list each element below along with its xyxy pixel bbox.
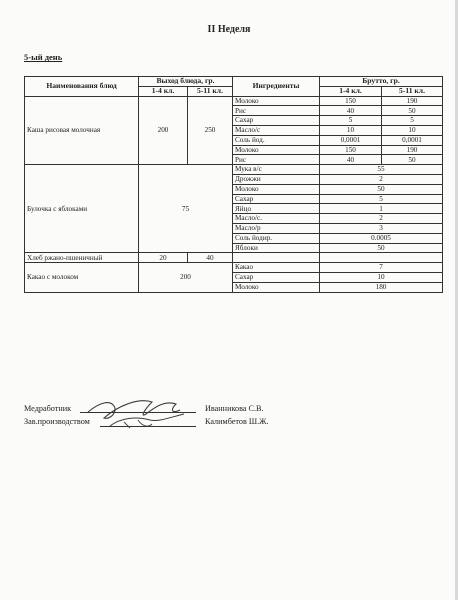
gross-1-4: 0,0001 (320, 135, 382, 145)
gross-1-4: 40 (320, 155, 382, 165)
ingredient-name: Мука в/с (233, 165, 320, 175)
header-gross-5-11: 5-11 кл. (382, 86, 443, 96)
header-yield: Выход блюда, гр. (139, 77, 233, 87)
header-dish: Наименования блюд (25, 77, 139, 97)
gross-value: 2 (320, 174, 443, 184)
ingredient-name: Сахар (233, 194, 320, 204)
ingredient-name: Соль йод. (233, 135, 320, 145)
header-row (25, 77, 443, 87)
gross-5-11: 0,0001 (382, 135, 443, 145)
dish-yield: 75 (139, 165, 233, 253)
table-row (25, 96, 443, 106)
gross-value: 10 (320, 272, 443, 282)
empty-cell (320, 253, 443, 263)
header-gross-1-4: 1-4 кл. (320, 86, 382, 96)
gross-5-11: 5 (382, 116, 443, 126)
ingredient-name: Дрожжи (233, 174, 320, 184)
ingredient-name: Масло/с. (233, 214, 320, 224)
ingredient-name: Соль йодир. (233, 233, 320, 243)
gross-value: 50 (320, 243, 443, 253)
gross-value: 3 (320, 223, 443, 233)
table-row (25, 263, 443, 273)
ingredient-name: Масло/р (233, 223, 320, 233)
header-gross: Брутто, гр. (320, 77, 443, 87)
table-row (25, 253, 443, 263)
dish-name: Какао с молоком (25, 263, 139, 292)
ingredient-name: Сахар (233, 116, 320, 126)
header-ingredients: Ингредиенты (233, 77, 320, 97)
dish-yield-5-11: 250 (188, 96, 233, 165)
gross-value: 0.0005 (320, 233, 443, 243)
gross-5-11: 190 (382, 96, 443, 106)
ingredient-name: Молоко (233, 184, 320, 194)
header-yield-5-11: 5-11 кл. (188, 86, 233, 96)
dish-yield-1-4: 200 (139, 96, 188, 165)
gross-value: 55 (320, 165, 443, 175)
day-heading: 5-ый день (24, 52, 63, 62)
gross-value: 5 (320, 194, 443, 204)
gross-value: 7 (320, 263, 443, 273)
dish-name: Булочка с яблоками (25, 165, 139, 253)
ingredient-name: Яйцо (233, 204, 320, 214)
ingredient-name: Яблоки (233, 243, 320, 253)
ingredient-name: Молоко (233, 96, 320, 106)
ingredient-name: Молоко (233, 282, 320, 292)
table-row (25, 165, 443, 175)
dish-yield: 200 (139, 263, 233, 292)
ingredient-name: Какао (233, 263, 320, 273)
production-role-label: Зав.производством (24, 417, 90, 426)
dish-name: Хлеб ржано-пшеничный (25, 253, 139, 263)
gross-1-4: 40 (320, 106, 382, 116)
medic-name: Иванникова С.В. (205, 404, 264, 413)
gross-1-4: 5 (320, 116, 382, 126)
production-name: Калимбетов Ш.Ж. (205, 417, 269, 426)
empty-cell (233, 253, 320, 263)
handwritten-signature-icon (80, 392, 200, 434)
ingredient-name: Рис (233, 106, 320, 116)
page-title: II Неделя (207, 24, 251, 35)
gross-5-11: 50 (382, 155, 443, 165)
header-yield-1-4: 1-4 кл. (139, 86, 188, 96)
gross-5-11: 50 (382, 106, 443, 116)
gross-5-11: 10 (382, 125, 443, 135)
ingredient-name: Молоко (233, 145, 320, 155)
gross-1-4: 10 (320, 125, 382, 135)
menu-table (24, 76, 443, 293)
gross-1-4: 150 (320, 96, 382, 106)
dish-yield-5-11: 40 (188, 253, 233, 263)
gross-1-4: 150 (320, 145, 382, 155)
ingredient-name: Рис (233, 155, 320, 165)
gross-value: 1 (320, 204, 443, 214)
ingredient-name: Масло/с (233, 125, 320, 135)
gross-value: 180 (320, 282, 443, 292)
gross-value: 50 (320, 184, 443, 194)
gross-5-11: 190 (382, 145, 443, 155)
dish-yield-1-4: 20 (139, 253, 188, 263)
gross-value: 2 (320, 214, 443, 224)
ingredient-name: Сахар (233, 272, 320, 282)
dish-name: Каша рисовая молочная (25, 96, 139, 165)
medic-role-label: Медработник (24, 404, 72, 413)
